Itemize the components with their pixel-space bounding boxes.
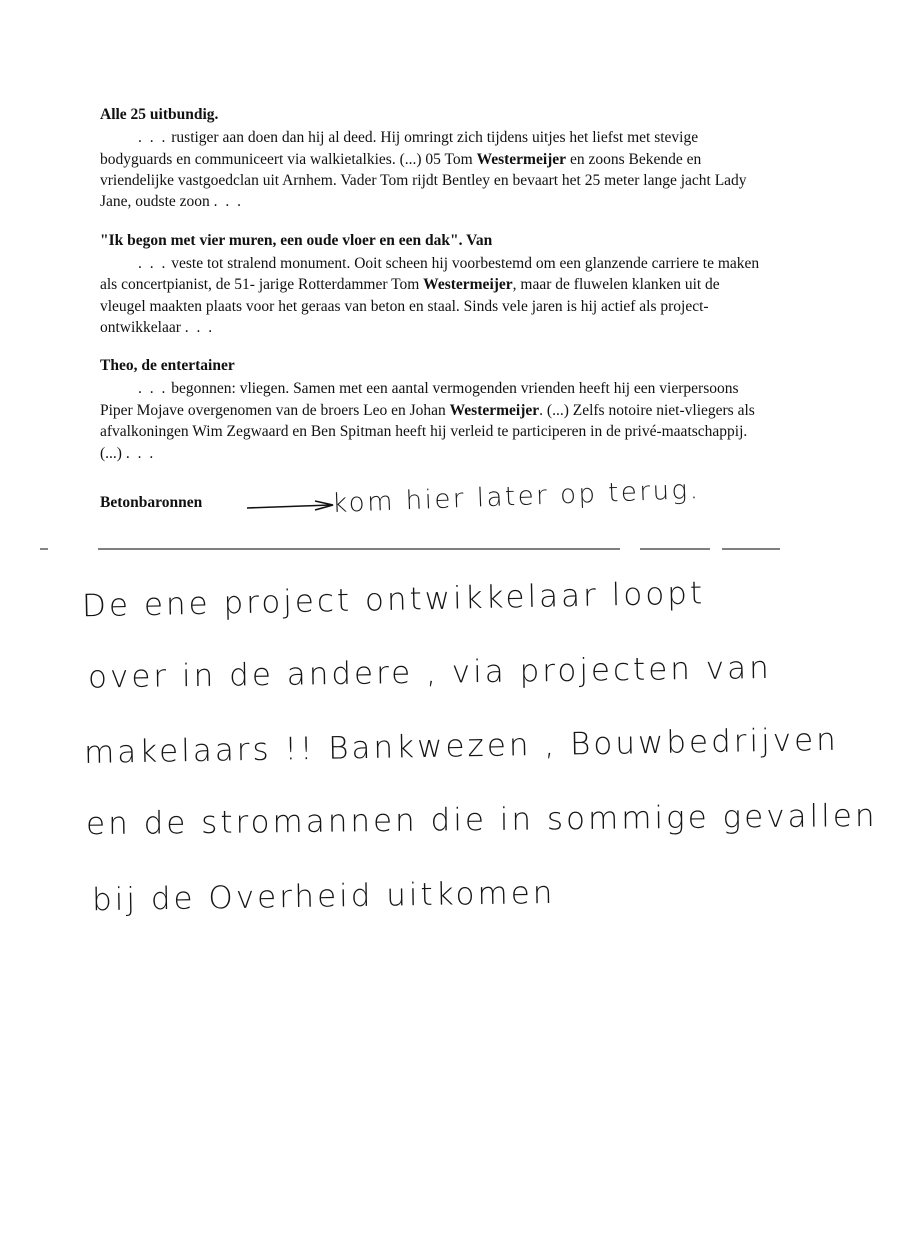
betonbaronnen-label: Betonbaronnen (100, 493, 203, 511)
article-body (100, 378, 760, 464)
article-title: Theo, de entertainer (100, 357, 235, 375)
leading-ellipsis: . . . (138, 129, 168, 147)
article-body-part2: , maar de fluwelen klanken uit de vleugel maakten plaats voor het geraas van beton en staal. Sinds vele jaren is hij actief als project-ontwikkelaar (100, 276, 720, 336)
handwritten-line: bij de Overheid uitkomen (91, 874, 556, 919)
handwritten-line: makelaars !! Bankwezen , Bouwbedrijven (83, 721, 840, 771)
article-title: Alle 25 uitbundig. (100, 106, 219, 123)
handwritten-line: en de stromannen die in sommige gevallen (85, 797, 878, 843)
article-body-part2: en zoons Bekende en vriendelijke vastgoedclan uit Arnhem. Vader Tom rijdt Bentley en bevaart het 25 meter lange jacht Lady Jane, oudste zoon (100, 150, 747, 211)
article-entry (100, 356, 760, 464)
trailing-ellipsis: . . . (184, 318, 215, 336)
article-entry (100, 105, 760, 213)
trailing-ellipsis: . . . (213, 193, 244, 211)
leading-ellipsis: . . . (138, 254, 168, 272)
article-entry (100, 231, 760, 339)
article-body-part1: rustiger aan doen dan hij al deed. Hij omringt zich tijdens uitjes het liefst met stevige bodyguards en communiceert via walkietalkies. (...) 05 Tom (100, 129, 699, 168)
handwritten-margin-note: kom hier later op terug. (331, 474, 701, 519)
article-body (100, 127, 760, 213)
handwritten-note-block (81, 575, 882, 950)
article-body-bold-name: Westermeijer (449, 401, 540, 419)
article-body-part1: veste tot stralend monument. Ooit scheen hij voorbestemd om een glanzende carriere te maken als concertpianist, de 51- jarige Rotterdammer Tom (100, 254, 760, 294)
article-body-bold-name: Westermeijer (423, 276, 513, 294)
betonbaronnen-row (100, 474, 760, 530)
page-divider (40, 546, 860, 552)
article-body-bold-name: Westermeijer (476, 150, 567, 168)
leading-ellipsis: . . . (138, 380, 168, 398)
article-body-part1: begonnen: vliegen. Samen met een aantal vermogenden vrienden heeft hij een vierpersoons Piper Mojave overgenomen van de broers Leo en Johan (100, 380, 739, 419)
arrow-right-icon (245, 500, 345, 514)
document-text-body (100, 105, 760, 530)
article-title: "Ik begon met vier muren, een oude vloer en een dak". Van (100, 231, 493, 249)
article-body-part2: . (...) Zelfs notoire niet-vliegers als afvalkoningen Wim Zegwaard en Ben Spitman heeft hij verleid te participeren in de privé-maatschappij. (...) (100, 401, 755, 462)
handwritten-line: De ene project ontwikkelaar loopt (81, 575, 706, 625)
trailing-ellipsis: . . . (125, 444, 156, 462)
handwritten-line: over in de andere , via projecten van (87, 649, 772, 696)
article-body (100, 253, 760, 339)
